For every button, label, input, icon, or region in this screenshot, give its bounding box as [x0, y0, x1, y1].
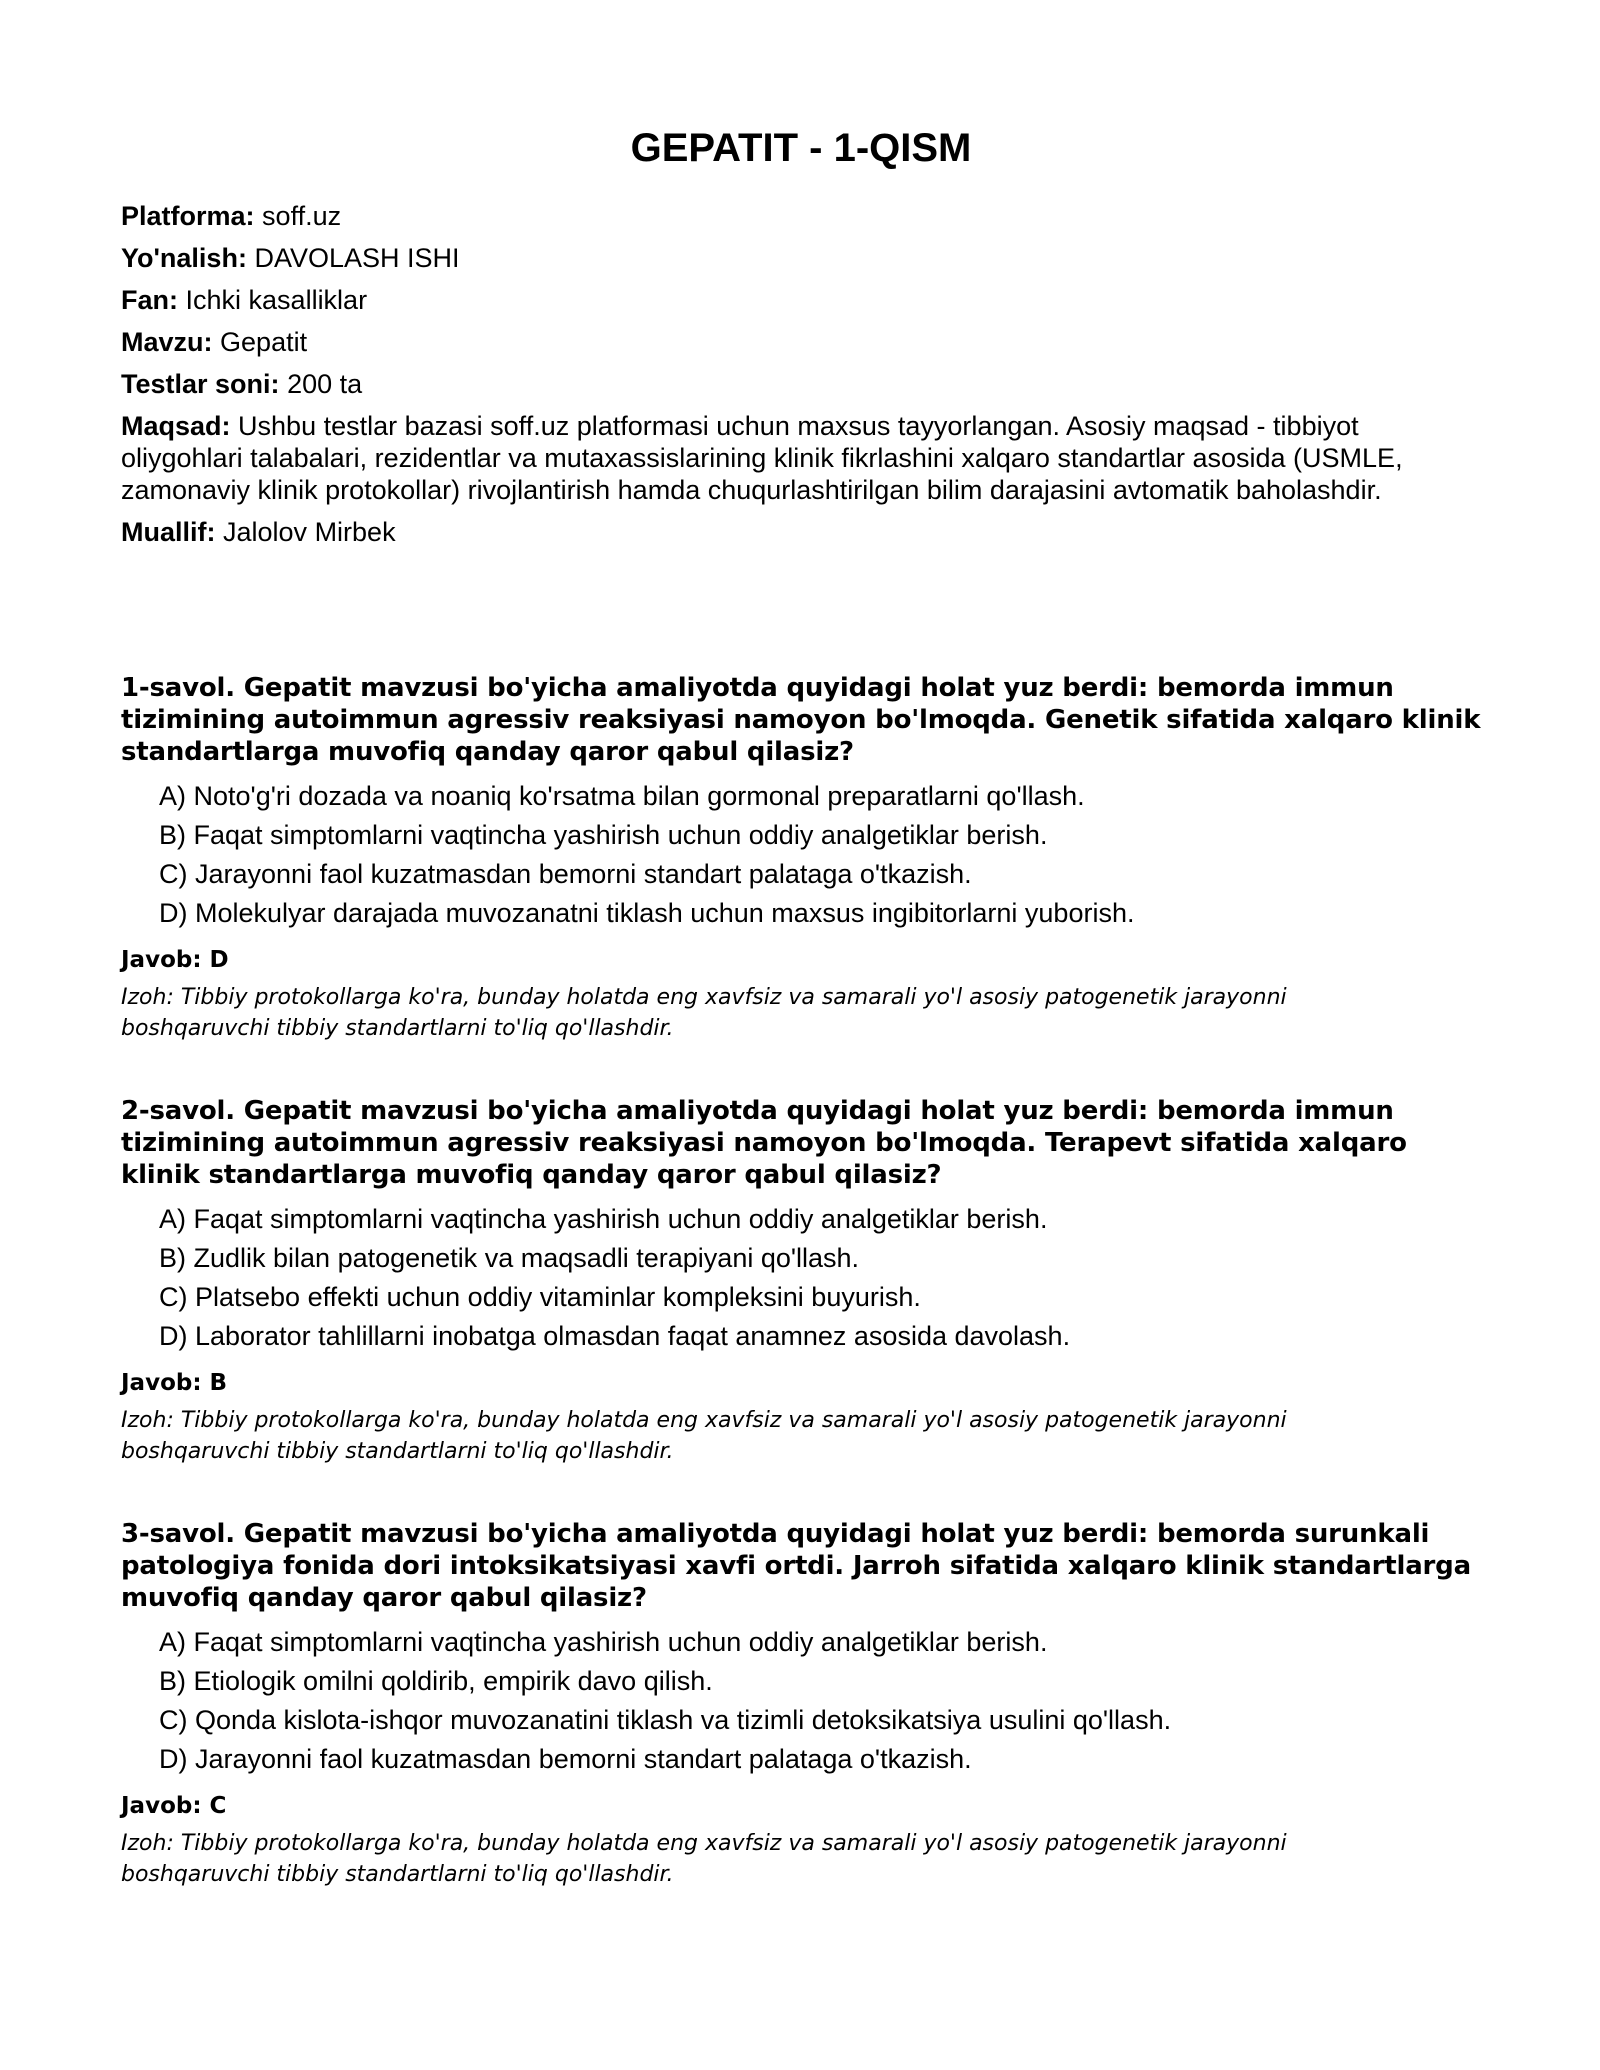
option-c: C) Platsebo effekti uchun oddiy vitaminlar kompleksini buyurish. — [159, 1282, 921, 1312]
option-b: B) Etiologik omilni qoldirib, empirik davo qilish. — [159, 1666, 713, 1696]
meta-direction — [121, 242, 1481, 274]
meta-value: Jalolov Mirbek — [223, 517, 396, 547]
option-d: D) Molekulyar darajada muvozanatni tiklash uchun maxsus ingibitorlarni yuborish. — [159, 898, 1135, 928]
question-1 — [121, 672, 1481, 1044]
document-metadata — [121, 200, 1481, 558]
option-c: C) Qonda kislota-ishqor muvozanatini tiklash va tizimli detoksikatsiya usulini qo'llash. — [159, 1705, 1172, 1735]
option-d: D) Laborator tahlillarni inobatga olmasdan faqat anamnez asosida davolash. — [159, 1321, 1071, 1351]
meta-value: Ushbu testlar bazasi soff.uz platformasi uchun maxsus tayyorlangan. Asosiy maqsad - tibbiyot oliygohlari talabalari, rezidentlar va mutaxassislarining klinik fikrlashini xalqaro standartlar asosida (USMLE, zamonaviy klinik protokollar) rivojlantirish hamda chuqurlashtirilgan bilim darajasini avtomatik baholashdir. — [121, 411, 1403, 505]
question-text: 1-savol. Gepatit mavzusi bo'yicha amaliyotda quyidagi holat yuz berdi: bemorda immun tizimining autoimmun agressiv reaksiyasi namoyon bo'lmoqda. Genetik sifatida xalqaro klinik standartlarga muvofiq qanday qaror qabul qilasiz? — [121, 673, 1481, 767]
explanation-text: Izoh: Tibbiy protokollarga ko'ra, bunday holatda eng xavfsiz va samarali yo'l asosiy patogenetik jarayonni boshqaruvchi tibbiy standartlarni to'liq qo'llashdir. — [121, 1831, 1287, 1887]
meta-platform — [121, 200, 1481, 232]
meta-label: Testlar soni: — [121, 369, 280, 399]
meta-topic — [121, 326, 1481, 358]
answer-label: Javob: C — [121, 1793, 227, 1819]
meta-subject — [121, 284, 1481, 316]
answer-label: Javob: B — [121, 1370, 228, 1396]
option-c: C) Jarayonni faol kuzatmasdan bemorni standart palataga o'tkazish. — [159, 859, 972, 889]
meta-label: Muallif: — [121, 517, 216, 547]
option-a: A) Faqat simptomlarni vaqtincha yashirish uchun oddiy analgetiklar berish. — [159, 1627, 1048, 1657]
question-2 — [121, 1095, 1481, 1467]
option-list — [121, 777, 1481, 933]
meta-author — [121, 516, 1481, 548]
option-d: D) Jarayonni faol kuzatmasdan bemorni standart palataga o'tkazish. — [159, 1744, 972, 1774]
meta-label: Yo'nalish: — [121, 243, 247, 273]
question-list — [121, 672, 1481, 1941]
meta-test-count — [121, 368, 1481, 400]
meta-purpose — [121, 410, 1481, 506]
meta-label: Maqsad: — [121, 411, 231, 441]
answer-label: Javob: D — [121, 947, 229, 973]
page-title: GEPATIT - 1-QISM — [630, 126, 972, 170]
meta-label: Mavzu: — [121, 327, 213, 357]
meta-value: DAVOLASH ISHI — [254, 243, 460, 273]
meta-value: Ichki kasalliklar — [185, 285, 368, 315]
meta-label: Platforma: — [121, 201, 255, 231]
meta-label: Fan: — [121, 285, 178, 315]
meta-value: soff.uz — [262, 201, 342, 231]
explanation-text: Izoh: Tibbiy protokollarga ko'ra, bunday holatda eng xavfsiz va samarali yo'l asosiy patogenetik jarayonni boshqaruvchi tibbiy standartlarni to'liq qo'llashdir. — [121, 1408, 1287, 1464]
question-text: 3-savol. Gepatit mavzusi bo'yicha amaliyotda quyidagi holat yuz berdi: bemorda surunkali patologiya fonida dori intoksikatsiyasi xavfi ortdi. Jarroh sifatida xalqaro klinik standartlarga muvofiq qanday qaror qabul qilasiz? — [121, 1519, 1471, 1613]
option-b: B) Zudlik bilan patogenetik va maqsadli terapiyani qo'llash. — [159, 1243, 860, 1273]
option-list — [121, 1623, 1481, 1779]
explanation-text: Izoh: Tibbiy protokollarga ko'ra, bunday holatda eng xavfsiz va samarali yo'l asosiy patogenetik jarayonni boshqaruvchi tibbiy standartlarni to'liq qo'llashdir. — [121, 985, 1287, 1041]
option-list — [121, 1200, 1481, 1356]
option-b: B) Faqat simptomlarni vaqtincha yashirish uchun oddiy analgetiklar berish. — [159, 820, 1048, 850]
option-a: A) Faqat simptomlarni vaqtincha yashirish uchun oddiy analgetiklar berish. — [159, 1204, 1048, 1234]
meta-value: Gepatit — [220, 327, 308, 357]
question-3 — [121, 1518, 1481, 1890]
question-text: 2-savol. Gepatit mavzusi bo'yicha amaliyotda quyidagi holat yuz berdi: bemorda immun tizimining autoimmun agressiv reaksiyasi namoyon bo'lmoqda. Terapevt sifatida xalqaro klinik standartlarga muvofiq qanday qaror qabul qilasiz? — [121, 1096, 1407, 1190]
meta-value: 200 ta — [287, 369, 363, 399]
option-a: A) Noto'g'ri dozada va noaniq ko'rsatma bilan gormonal preparatlarni qo'llash. — [159, 781, 1085, 811]
